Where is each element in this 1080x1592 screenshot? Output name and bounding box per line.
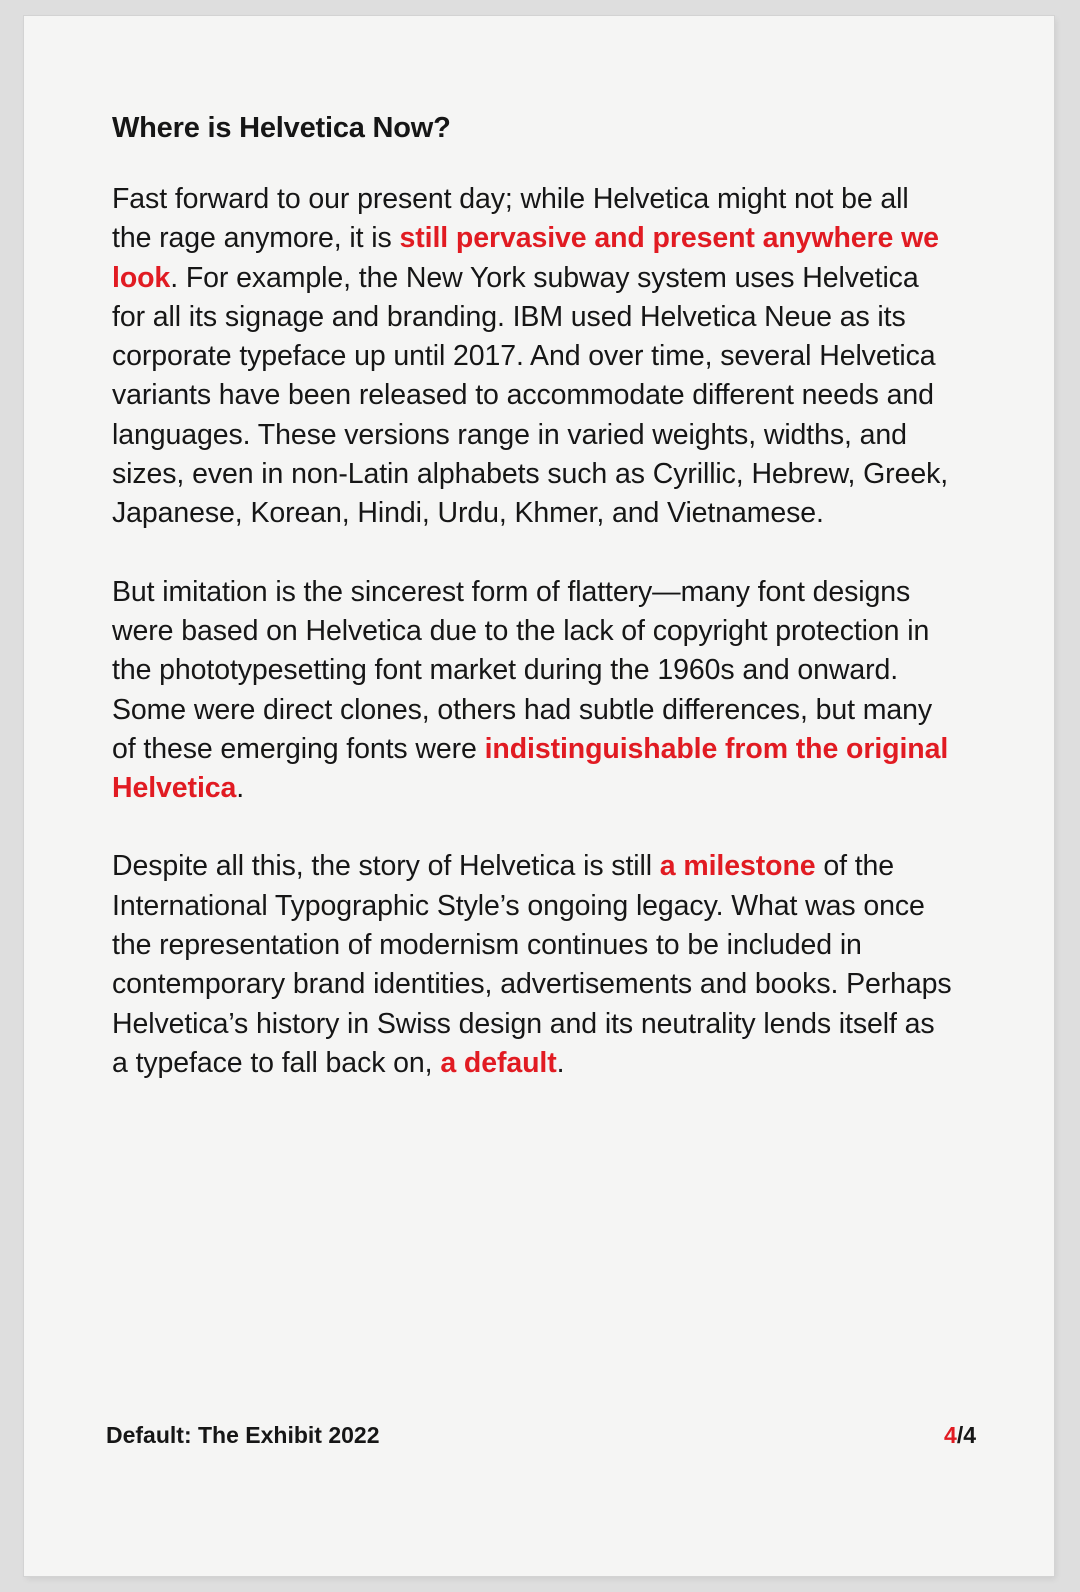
paragraph-text: Despite all this, the story of Helvetica is still — [112, 850, 660, 883]
page-content — [112, 108, 952, 1122]
paragraph-1 — [112, 180, 952, 534]
paragraph-text: . — [236, 772, 245, 805]
paragraph-3 — [112, 847, 952, 1083]
paragraph-text: . For example, the New York subway system uses Helvetica for all its signage and branding. IBM used Helvetica Neue as its corporate typeface up until 2017. And over time, several Helvetica variants have been released to accommodate different needs and languages. These versions range in varied weights, widths, and sizes, even in non-Latin alphabets such as Cyrillic, Hebrew, Greek, Japanese, Korean, Hindi, Urdu, Khmer, and Vietnamese. — [112, 261, 949, 530]
paragraph-text: Fast forward to our present day; while Helvetica might not be all the rage anymore, it is — [112, 183, 909, 255]
paragraph-text: of the International Typographic Style’s ongoing legacy. What was once the representation of modernism continues to be included in contemporary brand identities, advertisements and books. Perhaps Helvetica’s history in Swiss design and its neutrality lends itself as a typeface to fall back on, — [112, 850, 952, 1079]
highlight-text: a default — [440, 1046, 557, 1079]
page-number — [944, 1422, 976, 1449]
highlight-text: still pervasive and present anywhere we look — [112, 222, 939, 294]
page-title: Where is Helvetica Now? — [112, 112, 451, 144]
paper-page — [24, 16, 1054, 1576]
highlight-text: indistinguishable from the original Helvetica — [112, 732, 949, 805]
footer-exhibit-label: Default: The Exhibit 2022 — [106, 1422, 380, 1448]
highlight-text: a milestone — [659, 850, 816, 883]
paragraph-text: But imitation is the sincerest form of flattery—many font designs were based on Helvetica due to the lack of copyright protection in the phototypesetting font market during the 1960s and onward. Some were direct clones, others had subtle differences, but many of these emerging fonts were — [112, 575, 933, 765]
paragraph-2 — [112, 573, 952, 809]
page-current: 4 — [944, 1422, 957, 1448]
paragraph-text: . — [556, 1046, 565, 1079]
page-total: /4 — [956, 1422, 976, 1448]
